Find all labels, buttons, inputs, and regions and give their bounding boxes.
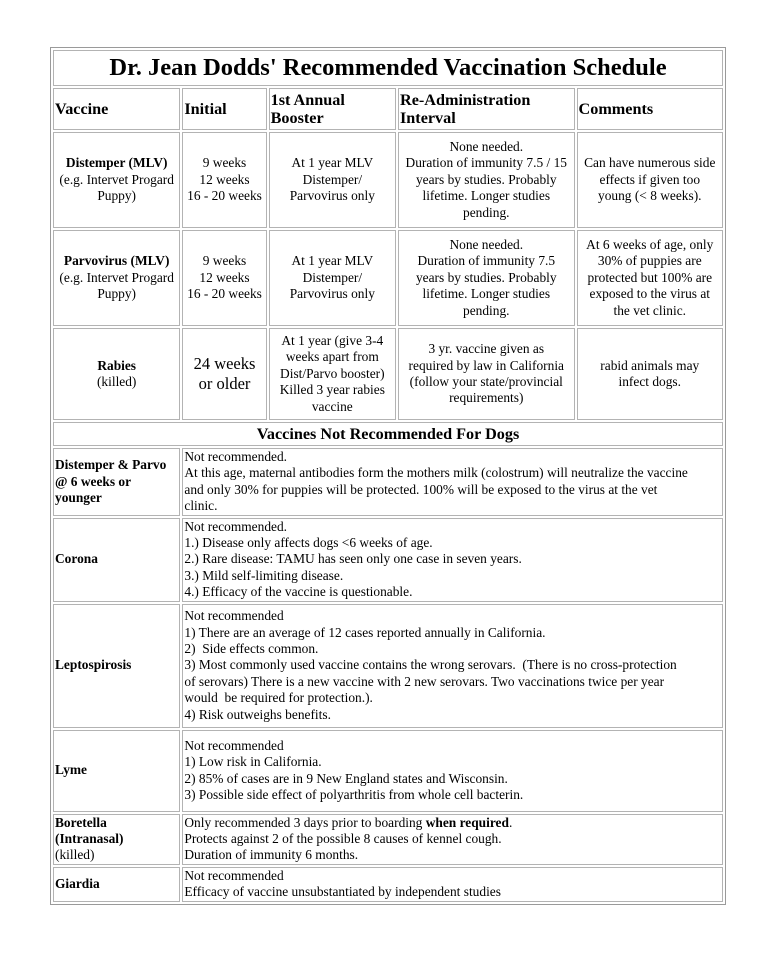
vaccine-name-cell: [53, 448, 180, 516]
description-text: .: [508, 814, 513, 830]
header-initial: Initial: [182, 88, 266, 130]
vaccine-name-line: Corona: [55, 551, 98, 567]
booster-cell: [269, 328, 396, 420]
table-row: [53, 230, 723, 326]
vaccine-name-cell: [53, 328, 180, 420]
description-line: Not recommended: [184, 867, 284, 883]
vaccine-name-line: Distemper & Parvo: [55, 457, 167, 473]
vaccine-detail-line: (killed): [96, 374, 137, 389]
description-cell: [182, 518, 723, 602]
booster-cell: [269, 230, 396, 326]
interval-line: years by studies. Probably: [415, 171, 557, 187]
vaccination-schedule-table: [50, 47, 726, 905]
description-line: 4.) Efficacy of the vaccine is questionable.: [184, 584, 413, 600]
vaccine-detail-line: Puppy): [97, 286, 137, 302]
vaccine-name-cell: [53, 518, 180, 602]
vaccine-detail-line: (e.g. Intervet Progard: [59, 269, 174, 285]
booster-line: Distemper/: [302, 171, 363, 187]
table-row: [53, 867, 723, 902]
description-cell: [182, 867, 723, 902]
initial-line: 24 weeks: [193, 354, 256, 373]
section-heading-row: [53, 422, 723, 446]
interval-cell: [398, 132, 575, 228]
comments-line: effects if given too: [599, 171, 701, 187]
interval-line: lifetime. Longer studies: [422, 188, 551, 204]
description-line: Not recommended: [184, 737, 284, 753]
interval-line: 3 yr. vaccine given as: [428, 341, 545, 357]
interval-cell: [398, 230, 575, 326]
vaccine-name-cell: [53, 132, 180, 228]
header-row: [53, 88, 723, 130]
header-booster-line-1: 1st Annual: [270, 91, 345, 109]
initial-line: 16 - 20 weeks: [187, 188, 262, 204]
header-vaccine: Vaccine: [53, 88, 180, 130]
vaccine-name: Parvovirus (MLV): [63, 253, 170, 269]
description-cell: [182, 604, 723, 728]
initial-cell: [182, 328, 266, 420]
interval-line: requirements): [449, 390, 524, 406]
booster-line: Killed 3 year rabies: [279, 382, 385, 398]
description-text: Only recommended 3 days prior to boarding: [184, 814, 426, 830]
booster-line: Dist/Parvo booster): [280, 365, 385, 381]
comments-line: Can have numerous side: [584, 155, 716, 171]
description-line: 1) Low risk in California.: [184, 754, 322, 770]
description-line: clinic.: [184, 498, 218, 514]
booster-line: Parvovirus only: [289, 286, 375, 302]
comments-line: young (< 8 weeks).: [598, 188, 702, 204]
description-cell: [182, 730, 723, 812]
vaccine-name-cell: [53, 730, 180, 812]
vaccine-name-cell: [53, 867, 180, 902]
vaccine-name-line: Leptospirosis: [55, 657, 132, 673]
description-line: Efficacy of vaccine unsubstantiated by independent studies: [184, 884, 501, 900]
vaccine-name: Rabies: [97, 357, 137, 373]
initial-cell: [182, 230, 266, 326]
description-line: and only 30% for puppies will be protected. 100% will be exposed to the virus at the vet: [184, 481, 658, 497]
table-row: [53, 328, 723, 420]
comments-cell: [577, 328, 723, 420]
description-line: would be required for protection.).: [184, 690, 373, 706]
interval-line: None needed.: [449, 236, 524, 252]
header-comments: Comments: [577, 88, 723, 130]
description-line: of serovars) There is a new vaccine with 2 new serovars. Two vaccinations twice per year: [184, 673, 665, 689]
comments-line: infect dogs.: [618, 374, 681, 389]
interval-line: pending.: [463, 302, 510, 318]
interval-line: lifetime. Longer studies: [422, 286, 551, 302]
booster-line: weeks apart from: [285, 349, 379, 365]
interval-line: required by law in California: [408, 357, 564, 373]
table-row: [53, 730, 723, 812]
comments-cell: [577, 132, 723, 228]
description-line: Not recommended.: [184, 449, 288, 464]
header-interval-line-1: Re-Administration: [400, 91, 531, 109]
interval-line: Duration of immunity 7.5 / 15: [405, 155, 567, 171]
comments-cell: [577, 230, 723, 326]
description-line: 4) Risk outweighs benefits.: [184, 706, 331, 722]
initial-line: 9 weeks: [202, 155, 247, 171]
vaccine-detail-line: Puppy): [97, 188, 137, 204]
description-line: 2.) Rare disease: TAMU has seen only one case in seven years.: [184, 551, 522, 567]
booster-line: vaccine: [311, 398, 353, 414]
vaccine-detail-line: (e.g. Intervet Progard: [59, 171, 174, 187]
page-title: Dr. Jean Dodds' Recommended Vaccination Schedule: [53, 50, 723, 86]
interval-line: pending.: [463, 204, 510, 220]
description-line: At this age, maternal antibodies form the mothers milk (colostrum) will neutralize the vaccine: [184, 465, 688, 481]
booster-line: Parvovirus only: [289, 188, 375, 204]
initial-line: 12 weeks: [199, 171, 250, 187]
comments-line: exposed to the virus at: [589, 286, 711, 302]
header-booster: [269, 88, 396, 130]
interval-cell: [398, 328, 575, 420]
comments-line: protected but 100% are: [587, 269, 713, 285]
initial-line: 12 weeks: [199, 269, 250, 285]
vaccine-name-line: @ 6 weeks or: [55, 473, 132, 489]
description-line: Duration of immunity 6 months.: [184, 847, 359, 863]
table-row: [53, 518, 723, 602]
booster-line: At 1 year MLV: [291, 253, 374, 269]
booster-line: Distemper/: [302, 269, 363, 285]
table-row: [53, 448, 723, 516]
description-line: 3) Possible side effect of polyarthritis from whole cell bacterin.: [184, 787, 524, 803]
description-line: 3) Most commonly used vaccine contains the wrong serovars. (There is no cross-protection: [184, 657, 677, 673]
description-line: 1.) Disease only affects dogs <6 weeks of age.: [184, 535, 433, 551]
description-line: 3.) Mild self-limiting disease.: [184, 567, 344, 583]
description-line: 1) There are an average of 12 cases reported annually in California.: [184, 624, 546, 640]
table-row: [53, 604, 723, 728]
description-cell: [182, 448, 723, 516]
description-line: [184, 815, 721, 831]
comments-line: rabid animals may: [600, 357, 700, 373]
description-line: 2) 85% of cases are in 9 New England states and Wisconsin.: [184, 770, 508, 786]
vaccine-name-line: Boretella: [55, 814, 107, 830]
initial-cell: [182, 132, 266, 228]
comments-line: 30% of puppies are: [597, 253, 702, 269]
booster-line: At 1 year MLV: [291, 155, 374, 171]
table-row: [53, 132, 723, 228]
initial-line: 16 - 20 weeks: [187, 286, 262, 302]
vaccine-name-line: younger: [55, 490, 102, 506]
vaccine-name: Distemper (MLV): [65, 155, 168, 171]
description-line: Not recommended.: [184, 518, 288, 534]
vaccine-name-line: (Intranasal): [55, 831, 124, 847]
comments-line: At 6 weeks of age, only: [586, 236, 714, 252]
description-line: 2) Side effects common.: [184, 641, 319, 657]
booster-cell: [269, 132, 396, 228]
vaccine-name-cell: [53, 230, 180, 326]
interval-line: (follow your state/provincial: [409, 374, 563, 389]
description-line: Protects against 2 of the possible 8 causes of kennel cough.: [184, 831, 502, 847]
vaccine-name-cell: [53, 814, 180, 865]
table-row: [53, 814, 723, 865]
description-line: Not recommended: [184, 608, 284, 624]
initial-line: or older: [198, 374, 251, 393]
header-booster-line-2: Booster: [270, 109, 324, 127]
vaccine-detail-line: (killed): [55, 847, 95, 863]
initial-line: 9 weeks: [202, 253, 247, 269]
vaccine-name-line: Giardia: [55, 876, 100, 892]
comments-line: the vet clinic.: [613, 302, 687, 318]
header-interval-line-2: Interval: [400, 109, 456, 127]
section-heading: Vaccines Not Recommended For Dogs: [53, 422, 723, 446]
title-row: [53, 50, 723, 86]
interval-line: None needed.: [449, 138, 524, 154]
header-interval: [398, 88, 575, 130]
booster-line: At 1 year (give 3-4: [281, 332, 384, 348]
vaccine-name-line: Lyme: [55, 762, 87, 778]
description-emphasis: when required: [425, 814, 509, 830]
vaccine-name-cell: [53, 604, 180, 728]
description-cell: [182, 814, 723, 865]
interval-line: Duration of immunity 7.5: [417, 253, 556, 269]
interval-line: years by studies. Probably: [415, 269, 557, 285]
